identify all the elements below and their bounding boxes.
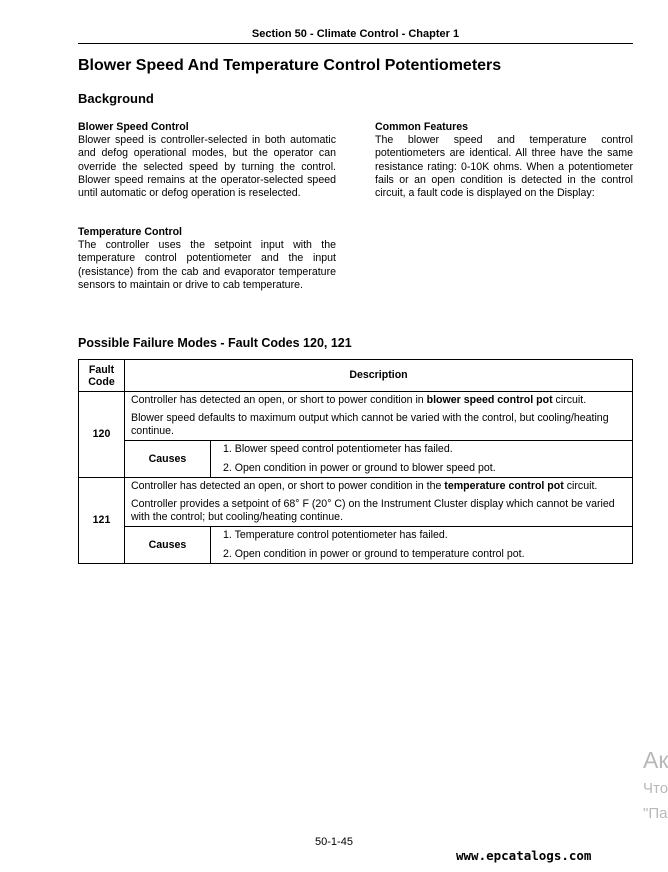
background-heading: Background	[78, 91, 154, 106]
watermark-line-1: Ак	[643, 747, 668, 773]
fault-code-header-line1: Fault	[88, 363, 115, 376]
common-features-heading: Common Features	[375, 121, 469, 133]
fault-121-cause-1: 1. Temperature control potentiometer has failed.	[223, 529, 448, 541]
fault-code-header-line2: Code	[88, 375, 115, 388]
fault-120-component: blower speed control pot	[426, 394, 553, 406]
fault-120-condition-text: Controller has detected an open, or short to power condition in	[131, 394, 427, 406]
page-title: Blower Speed And Temperature Control Potentiometers	[78, 57, 502, 74]
fault-120-causes	[211, 441, 633, 478]
fault-code-table	[78, 359, 633, 564]
blower-speed-section	[78, 121, 336, 200]
header-divider	[78, 43, 633, 44]
site-url: www.epcatalogs.com	[456, 848, 592, 863]
common-features-text: The blower speed and temperature control potentiometers are identical. All three have the same resistance rating: 0-10K ohms. When a potentiometer fails or an open condition is detected in the control circuit, a fault code is displayed on the Display:	[375, 134, 633, 200]
fault-120-description	[125, 392, 633, 441]
table-row	[79, 527, 633, 564]
blower-speed-text: Blower speed is controller-selected in both automatic and defog operational modes, but the operator can override the selected speed by turning the control. Blower speed remains at the operator-selected speed until automatic or defog operation is reselected.	[78, 134, 336, 200]
fault-121-description	[125, 478, 633, 527]
fault-code-120: 120	[79, 392, 125, 478]
fault-121-condition-text: Controller has detected an open, or short to power condition in the	[131, 480, 445, 492]
fault-code-121: 121	[79, 478, 125, 564]
page-number: 50-1-45	[315, 836, 353, 848]
temperature-control-heading: Temperature Control	[78, 226, 182, 238]
fault-121-component: temperature control pot	[444, 480, 564, 492]
fault-120-effect: Blower speed defaults to maximum output which cannot be varied with the control, but cooling/heating continue.	[131, 412, 609, 437]
fault-120-cause-2: 2. Open condition in power or ground to blower speed pot.	[223, 462, 496, 474]
fault-120-condition	[131, 394, 626, 407]
temperature-control-text: The controller uses the setpoint input with the temperature control potentiometer and the input (resistance) from the cab and evaporator temperature sensors to maintain or drive to cab temperature.	[78, 239, 336, 291]
fault-120-causes-label: Causes	[125, 441, 211, 478]
fault-121-causes	[211, 527, 633, 564]
fault-121-condition	[131, 480, 626, 493]
table-row	[79, 441, 633, 478]
fault-120-condition-suffix: circuit.	[552, 394, 587, 406]
fault-code-column-header	[79, 360, 125, 392]
table-header-row	[79, 360, 633, 392]
fault-121-causes-label: Causes	[125, 527, 211, 564]
watermark-line-3: "Па	[643, 805, 668, 822]
fault-121-cause-2: 2. Open condition in power or ground to temperature control pot.	[223, 548, 525, 560]
table-row	[79, 392, 633, 441]
temperature-control-section	[78, 226, 336, 292]
fault-121-effect: Controller provides a setpoint of 68° F (20° C) on the Instrument Cluster display which cannot be varied with the control; but cooling/heating continue.	[131, 498, 615, 523]
blower-speed-heading: Blower Speed Control	[78, 121, 189, 133]
page-header: Section 50 - Climate Control - Chapter 1	[251, 28, 460, 40]
fault-121-condition-suffix: circuit.	[563, 480, 598, 492]
table-row	[79, 478, 633, 527]
common-features-section	[375, 121, 633, 200]
description-column-header: Description	[125, 360, 633, 392]
watermark-line-2: Что	[643, 780, 668, 797]
fault-120-cause-1: 1. Blower speed control potentiometer has failed.	[223, 443, 453, 455]
fault-codes-heading: Possible Failure Modes - Fault Codes 120, 121	[78, 336, 352, 350]
